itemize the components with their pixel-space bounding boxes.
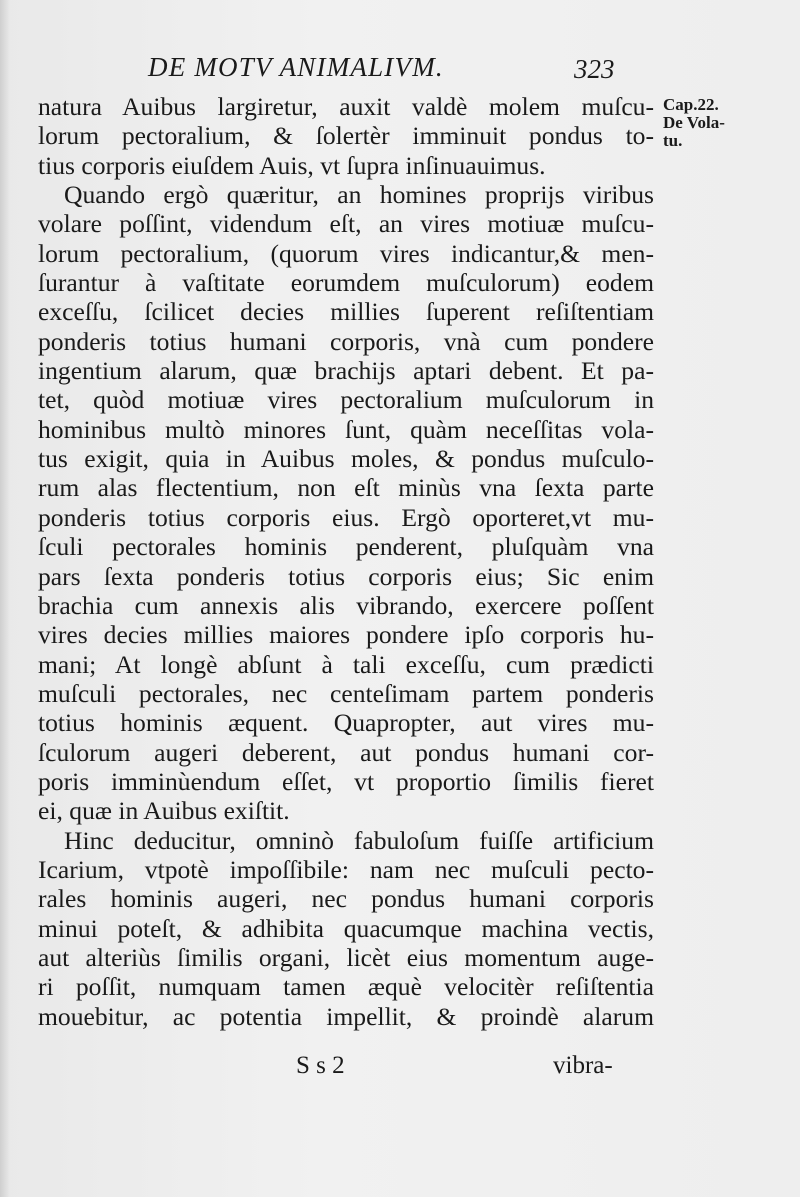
text-line: totius hominis æquent. Quapropter, aut vires mu- [38, 708, 654, 738]
text-line: lorum pectoralium, & ſolertèr imminuit pondus to- [38, 121, 654, 151]
page-number: 323 [574, 54, 615, 84]
text-line: tius corporis eiuſdem Auis, vt ſupra inſinuauimus. [38, 150, 546, 180]
text-line: Hinc deducitur, omninò fabuloſum fuiſſe artificium [64, 825, 654, 855]
text-line: ei, quæ in Auibus exiſtit. [38, 796, 290, 826]
text-line: lorum pectoralium, (quorum vires indicantur,& men- [38, 238, 654, 268]
text-line: tet, quòd motiuæ vires pectoralium muſculorum in [38, 385, 654, 415]
text-line: aut alteriùs ſimilis organi, licèt eius momentum auge- [38, 942, 654, 972]
text-line: Icarium, vtpotè impoſſibile: nam nec muſculi pecto- [38, 854, 654, 884]
catchword: vibra- [553, 1052, 613, 1079]
text-line: rum alas flectentium, non eſt minùs vna ſexta parte [38, 473, 654, 503]
text-line: minui poteſt, & adhibita quacumque machina vectis, [38, 913, 654, 943]
text-line: exceſſu, ſcilicet decies millies ſuperent reſiſtentiam [38, 297, 654, 327]
text-line: natura Auibus largiretur, auxit valdè molem muſcu- [38, 92, 654, 121]
text-line: hominibus multò minores ſunt, quàm neceſſitas vola- [38, 414, 654, 444]
text-line: mouebitur, ac potentia impellit, & proindè alarum [38, 1001, 654, 1031]
text-line: poris imminùendum eſſet, vt proportio ſimilis fieret [38, 766, 654, 796]
text-line: ſurantur à vaſtitate eorumdem muſculorum) eodem [38, 268, 654, 298]
text-line: Quando ergò quæritur, an homines proprijs viribus [64, 180, 654, 210]
text-line: volare poſſint, videndum eſt, an vires motiuæ muſcu- [38, 209, 654, 239]
text-line: muſculi pectorales, nec centeſimam partem ponderis [38, 678, 654, 708]
running-head-title: DE MOTV ANIMALIVM. [148, 52, 444, 82]
signature-mark: S s 2 [296, 1052, 345, 1079]
text-line: ingentium alarum, quæ brachijs aptari debent. Et pa- [38, 356, 654, 386]
text-line: ponderis totius corporis eius. Ergò oporteret,vt mu- [38, 502, 654, 532]
margin-note-line: tu. [663, 131, 683, 150]
margin-note [663, 96, 773, 150]
text-line: ponderis totius humani corporis, vnà cum pondere [38, 326, 654, 356]
page-edge-shadow [0, 0, 10, 1197]
text-line: pars ſexta ponderis totius corporis eius; Sic enim [38, 561, 654, 591]
body-text [38, 92, 654, 1031]
text-line: rales hominis augeri, nec pondus humani corporis [38, 884, 654, 914]
text-line: ſculi pectorales hominis penderent, pluſquàm vna [38, 532, 654, 562]
text-line: mani; At longè abſunt à tali exceſſu, cum prædicti [38, 649, 654, 679]
text-line: tus exigit, quia in Auibus moles, & pondus muſculo- [38, 444, 654, 474]
margin-note-line: Cap.22. [663, 95, 719, 114]
text-line: vires decies millies maiores pondere ipſo corporis hu- [38, 620, 654, 650]
text-line: ri poſſit, numquam tamen æquè velocitèr reſiſtentia [38, 972, 654, 1002]
margin-note-line: De Vola- [663, 113, 725, 132]
text-line: ſculorum augeri deberent, aut pondus humani cor- [38, 737, 654, 767]
text-line: brachia cum annexis alis vibrando, exercere poſſent [38, 590, 654, 620]
